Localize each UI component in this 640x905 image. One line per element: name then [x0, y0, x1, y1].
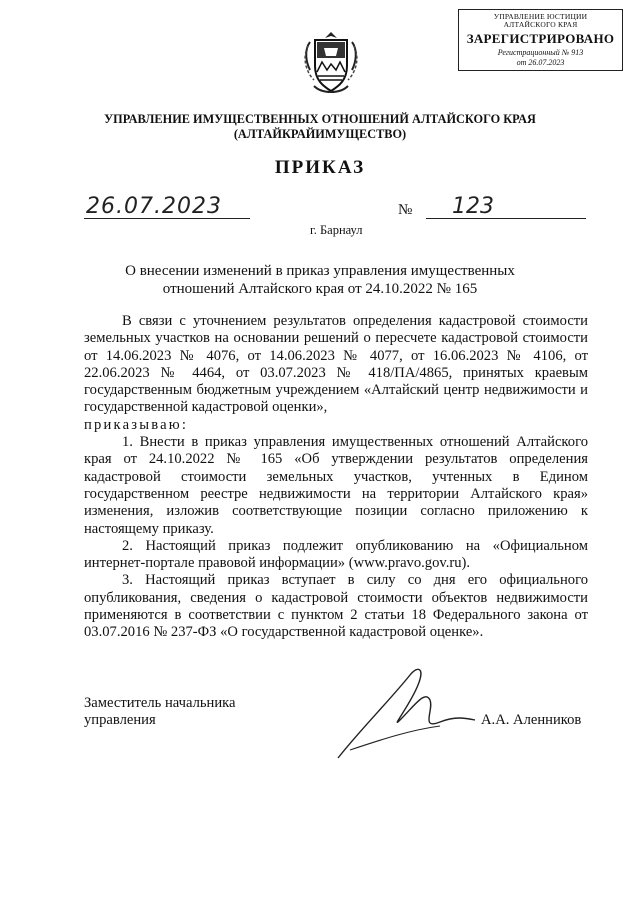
date-underline: [84, 218, 250, 219]
order-subject: [0, 262, 640, 298]
signer-position-line1: Заместитель начальника: [84, 695, 236, 711]
signer-position-line2: управления: [84, 712, 156, 729]
number-sign: №: [398, 202, 413, 218]
clause-1: 1. Внести в приказ управления имущественных отношений Алтайского края от 24.10.2022 № 165 «Об утверждении результатов определения кадастровой стоимости земельных участков, учтенных в Едином государственном реестре недвижимости на территории Алтайского края» изменения, изложив соответствующие позиции согласно приложению к настоящему приказу.: [84, 434, 588, 537]
coat-of-arms-icon: [300, 28, 362, 96]
number-underline: [426, 218, 586, 219]
subject-line1: О внесении изменений в приказ управления имущественных: [125, 263, 515, 279]
stamp-org-line2: АЛТАЙСКОГО КРАЯ: [503, 20, 578, 29]
order-body: [84, 313, 588, 642]
stamp-org-line1: УПРАВЛЕНИЕ ЮСТИЦИИ: [493, 12, 588, 21]
stamp-org: [459, 13, 622, 29]
stamp-status: ЗАРЕГИСТРИРОВАНО: [466, 31, 615, 46]
org-title-line1: УПРАВЛЕНИЕ ИМУЩЕСТВЕННЫХ ОТНОШЕНИЙ АЛТАЙСКОГО КРАЯ: [104, 112, 536, 126]
registration-stamp: [458, 9, 623, 71]
clause-3: 3. Настоящий приказ вступает в силу со дня его официального опубликования, сведения о кадастровой стоимости объектов недвижимости применяются в соответствии с пунктом 2 статьи 18 Федерального закона от 03.07.2016 № 237-ФЗ «О государственной кадастровой оценке».: [84, 572, 588, 641]
subject-line2: отношений Алтайского края от 24.10.2022 № 165: [162, 281, 478, 297]
stamp-reg-date: от 26.07.2023: [516, 58, 565, 67]
order-number: 123: [452, 194, 494, 219]
clause-2: 2. Настоящий приказ подлежит опубликованию на «Официальном интернет-портале правовой информации» (www.pravo.gov.ru).: [84, 537, 588, 572]
order-keyword: приказываю:: [84, 416, 189, 433]
signer-position: [84, 695, 236, 730]
signer-name: А.А. Аленников: [481, 712, 582, 728]
order-date: 26.07.2023: [86, 194, 222, 219]
preamble-paragraph: В связи с уточнением результатов определения кадастровой стоимости земельных участков на основании решений о пересчете кадастровой стоимости от 14.06.2023 № 4076, от 14.06.2023 № 4077, от 16.06.2023 № 4106, от 22.06.2023 № 4464, от 03.07.2023 № 418/ПА/4865, принятых краевым государственным бюджетным учреждением «Алтайский центр недвижимости и государственной кадастровой оценки»,: [84, 313, 588, 416]
city: г. Барнаул: [310, 223, 363, 237]
handwritten-signature: [330, 660, 480, 765]
org-title-line2: (АЛТАЙКРАЙИМУЩЕСТВО): [233, 127, 407, 141]
stamp-reg-number: Регистрационный № 913: [497, 48, 584, 57]
organization-title: [0, 112, 640, 142]
document-type: ПРИКАЗ: [274, 157, 366, 178]
